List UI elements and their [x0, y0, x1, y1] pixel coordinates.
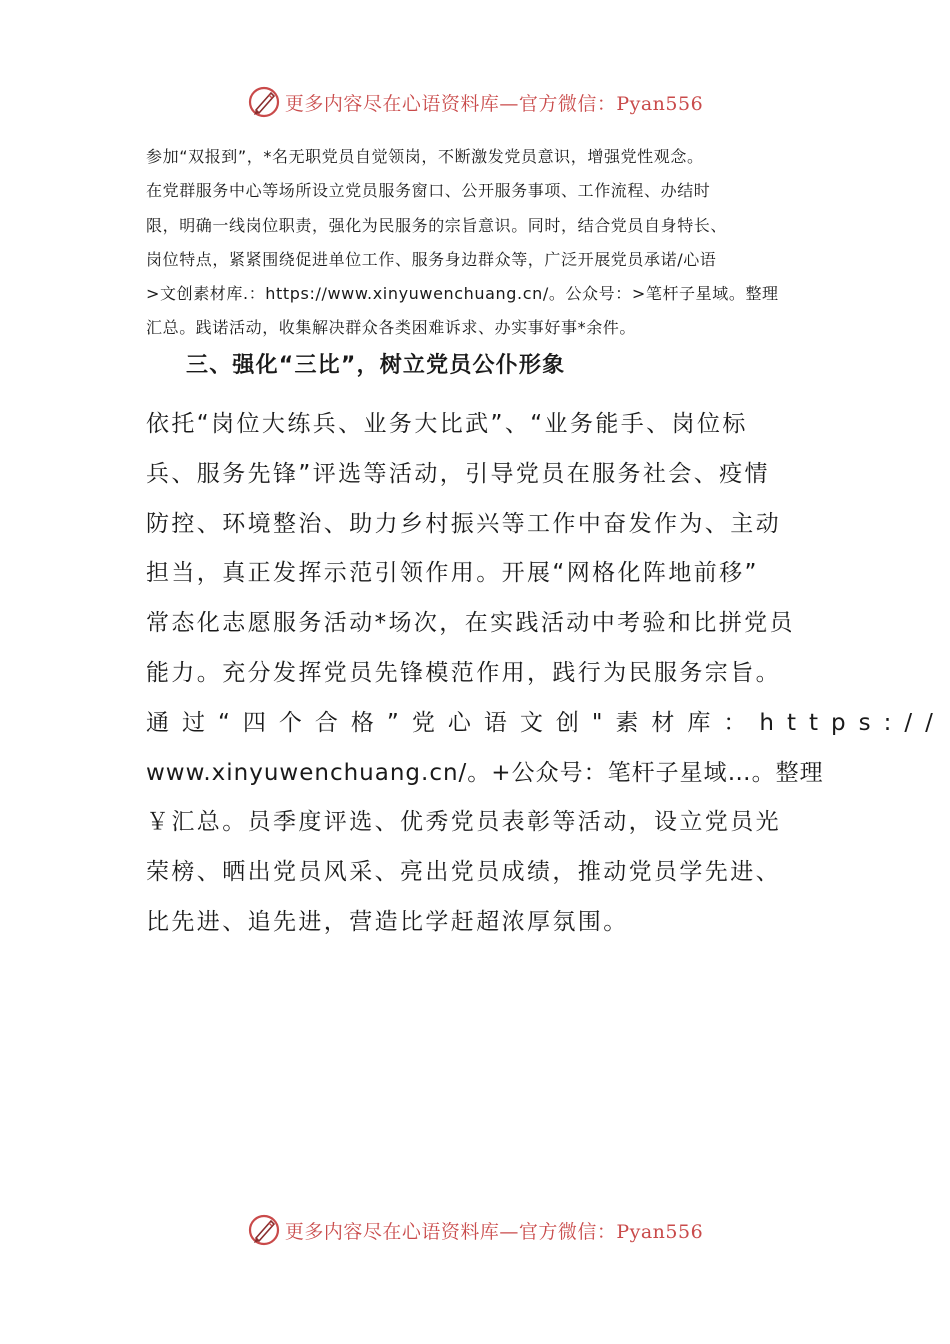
body-line: 比先进、追先进，营造比学赶超浓厚氛围。	[146, 908, 629, 935]
intro-line: >文创素材库.：https://www.xinyuwenchuang.cn/。公众号：>笔杆子星域。整理	[146, 284, 779, 304]
intro-line: 参加“双报到”，*名无职党员自觉领岗，不断激发党员意识，增强党性观念。	[146, 147, 704, 166]
intro-paragraph	[146, 140, 808, 346]
body-paragraph	[146, 400, 946, 948]
body-line: 防控、环境整治、助力乡村振兴等工作中奋发作为、主动	[146, 510, 781, 537]
banner-text: 更多内容尽在心语资料库—官方微信：Pyan556	[284, 1220, 704, 1243]
banner-text: 更多内容尽在心语资料库—官方微信：Pyan556	[284, 92, 704, 115]
body-line: 兵、服务先锋”评选等活动，引导党员在服务社会、疫情	[146, 460, 770, 487]
intro-line: 在党群服务中心等场所设立党员服务窗口、公开服务事项、工作流程、办结时	[146, 181, 711, 201]
body-line: 能力。充分发挥党员先锋模范作用，践行为民服务宗旨。	[146, 659, 781, 686]
intro-line: 限，明确一线岗位职责，强化为民服务的宗旨意识。同时，结合党员自身特长、	[146, 215, 728, 235]
body-line: ￥汇总。员季度评选、优秀党员表彰等活动，设立党员光	[146, 809, 781, 836]
body-line: 依托“岗位大练兵、业务大比武”、“业务能手、岗位标	[146, 411, 748, 437]
header-banner	[0, 82, 950, 122]
pen-circle-logo-icon	[247, 1213, 281, 1247]
pen-circle-logo-icon	[247, 85, 281, 119]
body-line: 通过“四个合格”党心语文创"素材库：https://	[146, 709, 946, 736]
body-line: 常态化志愿服务活动*场次，在实践活动中考验和比拼党员	[146, 610, 795, 637]
intro-line: 汇总。践诺活动，收集解决群众各类困难诉求、办实事好事*余件。	[146, 318, 637, 338]
footer-banner	[0, 1210, 950, 1250]
body-line: www.xinyuwenchuang.cn/。+公众号：笔杆子星域…。整理	[146, 759, 824, 786]
section-heading: 三、强化“三比”，树立党员公仆形象	[186, 353, 566, 378]
body-line: 担当，真正发挥示范引领作用。开展“网格化阵地前移”	[146, 560, 759, 587]
intro-line: 岗位特点，紧紧围绕促进单位工作、服务身边群众等，广泛开展党员承诺/心语	[146, 249, 717, 269]
body-line: 荣榜、晒出党员风采、亮出党员成绩，推动党员学先进、	[146, 859, 781, 886]
